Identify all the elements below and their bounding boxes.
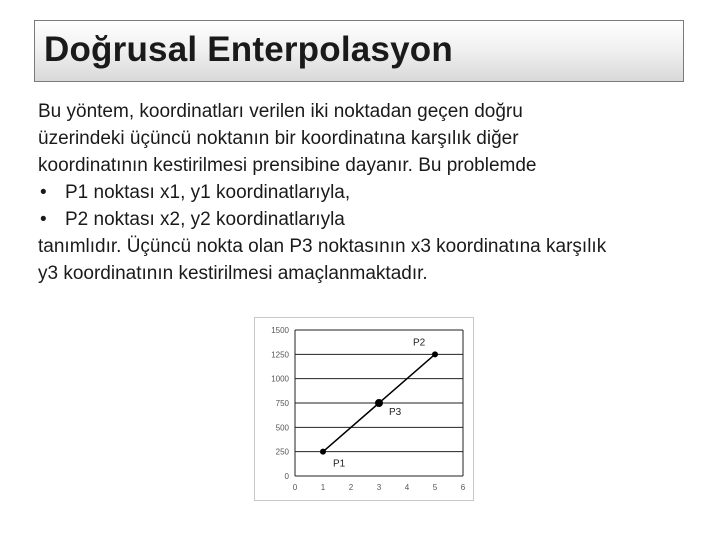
paragraph-line: y3 koordinatının kestirilmesi amaçlanmaktadır. — [38, 263, 428, 284]
y-tick-label: 1250 — [271, 350, 289, 360]
y-tick-label: 500 — [275, 423, 289, 433]
y-tick-label: 750 — [275, 399, 289, 408]
paragraph-line: üzerindeki üçüncü noktanın bir koordinatına karşılık diğer — [38, 128, 519, 149]
x-tick-label: 5 — [432, 483, 438, 492]
data-point — [320, 449, 326, 455]
bullet-dot: • — [40, 182, 47, 203]
bullet-item-p1 — [38, 179, 708, 206]
bullet-text: P1 noktası x1, y1 koordinatlarıyla, — [65, 182, 351, 203]
y-tick-label: 1500 — [271, 326, 289, 335]
data-point — [375, 399, 383, 407]
body-text — [38, 98, 708, 287]
x-tick-label: 4 — [404, 483, 410, 492]
x-tick-label: 1 — [320, 483, 326, 492]
chart-svg — [255, 318, 473, 500]
x-tick-label: 0 — [292, 483, 298, 492]
x-tick-label: 6 — [460, 483, 466, 492]
paragraph-line: Bu yöntem, koordinatları verilen iki noktadan geçen doğru — [38, 101, 523, 122]
paragraph-line: tanımlıdır. Üçüncü nokta olan P3 noktasının x3 koordinatına karşılık — [38, 236, 607, 257]
bullet-item-p2 — [38, 206, 708, 233]
y-tick-label: 0 — [284, 472, 289, 481]
point-label: P2 — [413, 337, 426, 349]
slide-title: Doğrusal Enterpolasyon — [44, 30, 453, 69]
y-tick-label: 1000 — [271, 374, 289, 384]
y-tick-label: 250 — [275, 447, 289, 457]
x-tick-label: 3 — [376, 483, 382, 492]
bullet-dot: • — [40, 209, 47, 230]
title-box — [34, 20, 684, 82]
point-label: P1 — [333, 458, 346, 470]
paragraph-line: koordinatının kestirilmesi prensibine dayanır. Bu problemde — [38, 155, 537, 176]
interpolation-chart — [254, 317, 474, 501]
point-label: P3 — [389, 407, 402, 418]
x-tick-label: 2 — [348, 483, 354, 492]
data-point — [432, 351, 438, 357]
bullet-text: P2 noktası x2, y2 koordinatlarıyla — [65, 209, 345, 230]
